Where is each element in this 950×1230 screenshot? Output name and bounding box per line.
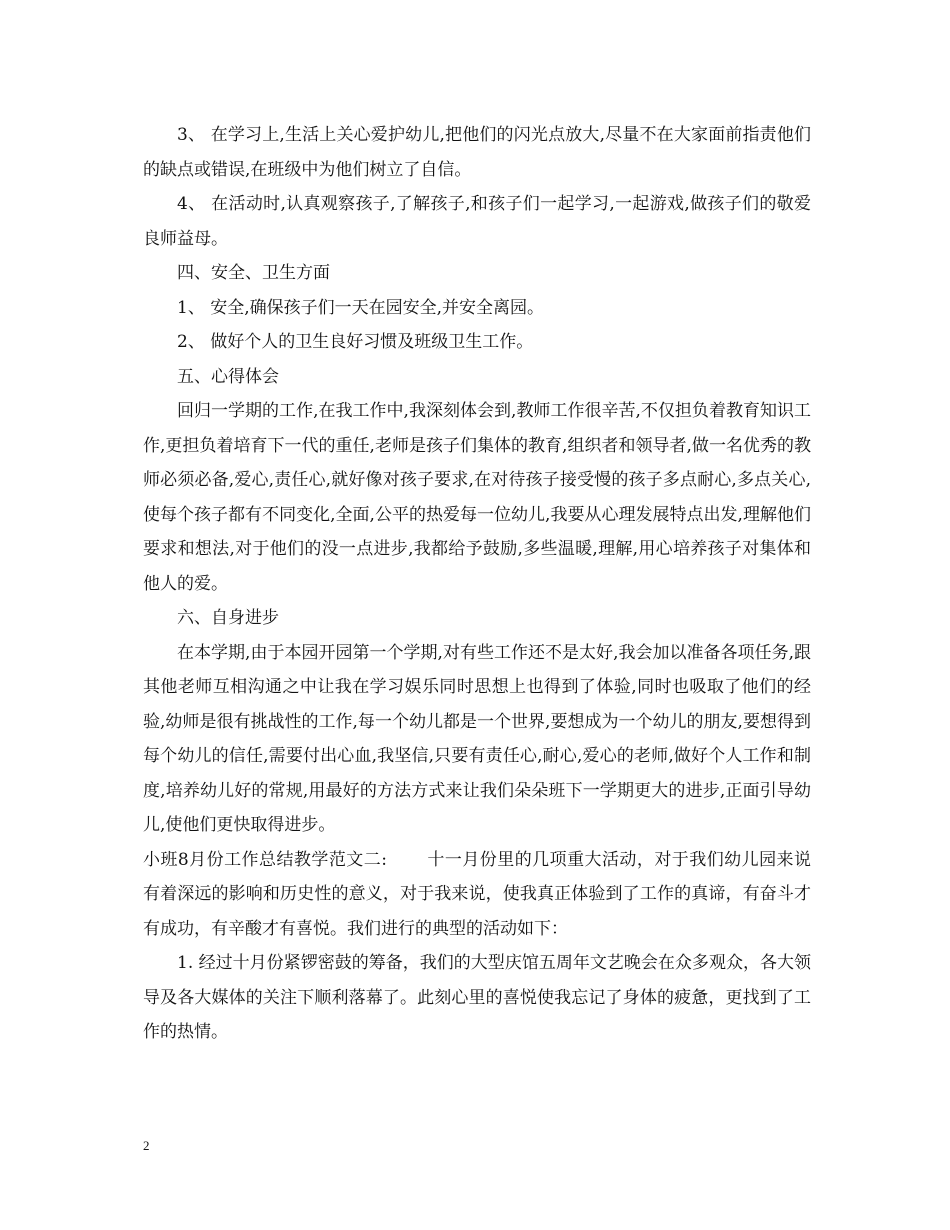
paragraph-safety-1: 1、 安全,确保孩子们一天在园安全,并安全离园。 <box>177 297 545 318</box>
section-two-title: 小班8月份工作总结教学范文二: <box>143 849 387 870</box>
section-heading-reflection: 五、心得体会 <box>177 366 279 387</box>
paragraph-activity-1: 1. 经过十月份紧锣密鼓的筹备，我们的大型庆馆五周年文艺晚会在众多观众，各大领导及各大媒体的关注下顺利落幕了。此刻心里的喜悦使我忘记了身体的疲惫，更找到了工作的热情。 <box>143 953 811 1042</box>
paragraph-progress: 在本学期,由于本园开园第一个学期,对有些工作还不是太好,我会加以准备各项任务,跟其他老师互相沟通之中让我在学习娱乐同时思想上也得到了体验,同时也吸取了他们的经验,幼师是很有挑战性的工作,每一个幼儿都是一个世界,要想成为一个幼儿的朋友,要想得到每个幼儿的信任,需要付出心血,我坚信,只要有责任心,耐心,爱心的老师,做好个人工作和制度,培养幼儿好的常规,用最好的方法方式来让我们朵朵班下一学期更大的进步,正面引导幼儿,使他们更快取得进步。 <box>143 642 811 835</box>
paragraph-item-3: 3、 在学习上,生活上关心爱护幼儿,把他们的闪光点放大,尽量不在大家面前指责他们的缺点或错误,在班级中为他们树立了自信。 <box>143 125 811 180</box>
paragraph-reflection: 回归一学期的工作,在我工作中,我深刻体会到,教师工作很辛苦,不仅担负着教育知识工作,更担负着培育下一代的重任,老师是孩子们集体的教育,组织者和领导者,做一名优秀的教师必须必备,爱心,责任心,就好像对孩子要求,在对待孩子接受慢的孩子多点耐心,多点关心,使每个孩子都有不同变化,全面,公平的热爱每一位幼儿,我要从心理发展特点出发,理解他们要求和想法,对于他们的没一点进步,我都给予鼓励,多些温暖,理解,用心培养孩子对集体和他人的爱。 <box>143 401 811 594</box>
section-heading-safety: 四、安全、卫生方面 <box>177 263 330 283</box>
section-two-body: 十一月份里的几项重大活动，对于我们幼儿园来说有着深远的影响和历史性的意义，对于我来说，使我真正体验到了工作的真谛，有奋斗才有成功，有辛酸才有喜悦。我们进行的典型的活动如下： <box>143 849 812 939</box>
paragraph-safety-2: 2、 做好个人的卫生良好习惯及班级卫生工作。 <box>177 332 534 352</box>
section-two-intro <box>143 843 811 947</box>
document-body <box>143 118 811 1050</box>
page-number: 2 <box>143 1138 150 1153</box>
section-heading-progress: 六、自身进步 <box>177 608 279 628</box>
paragraph-item-4: 4、 在活动时,认真观察孩子,了解孩子,和孩子们一起学习,一起游戏,做孩子们的敬爱良师益母。 <box>143 194 811 249</box>
